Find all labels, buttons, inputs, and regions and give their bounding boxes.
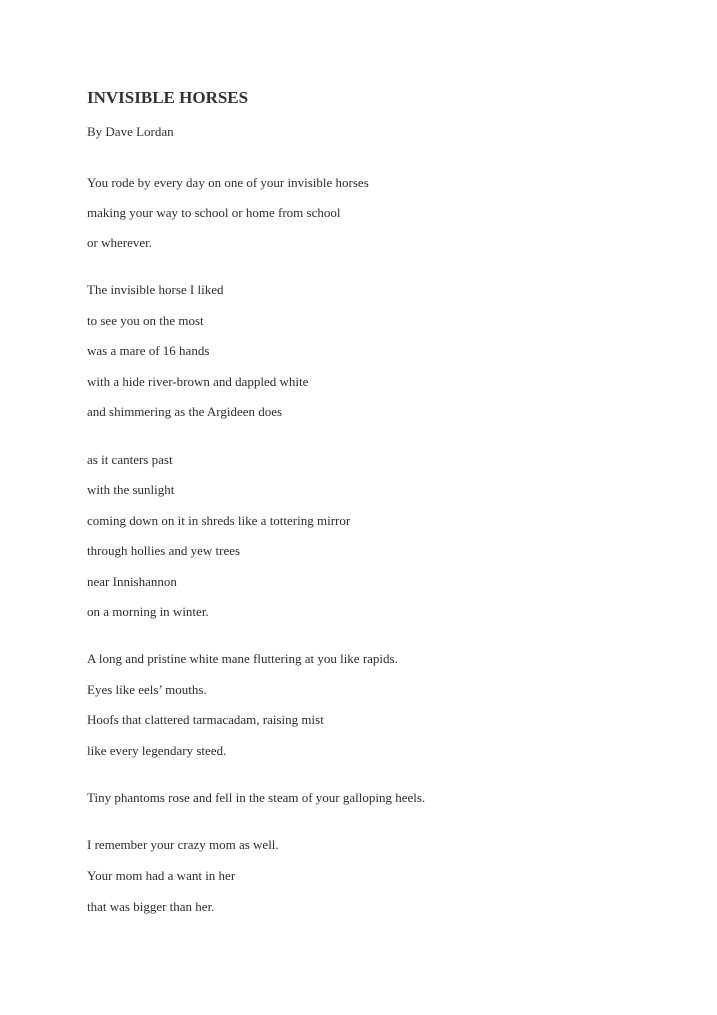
poem-line: I remember your crazy mom as well. bbox=[87, 837, 279, 852]
poem-title: INVISIBLE HORSES bbox=[87, 88, 249, 107]
poem-line: near Innishannon bbox=[87, 574, 177, 589]
poem-line: as it canters past bbox=[87, 452, 173, 467]
poem-line: like every legendary steed. bbox=[87, 743, 227, 758]
poem-line: or wherever. bbox=[87, 235, 152, 250]
poem-line: making your way to school or home from school bbox=[87, 205, 341, 220]
poem-line: and shimmering as the Argideen does bbox=[87, 404, 283, 419]
poem-line: Eyes like eels’ mouths. bbox=[87, 682, 207, 697]
poem-line: through hollies and yew trees bbox=[87, 543, 241, 558]
poem-line: to see you on the most bbox=[87, 313, 204, 328]
poem-line: that was bigger than her. bbox=[87, 899, 215, 914]
poem-line: The invisible horse I liked bbox=[87, 282, 224, 297]
poem-line: You rode by every day on one of your invisible horses bbox=[87, 175, 369, 190]
poem-line: Hoofs that clattered tarmacadam, raising mist bbox=[87, 712, 324, 727]
poem-author: By Dave Lordan bbox=[87, 124, 174, 139]
poem-line: Tiny phantoms rose and fell in the steam of your galloping heels. bbox=[87, 790, 426, 805]
poem-line: was a mare of 16 hands bbox=[87, 343, 210, 358]
poem-line: with the sunlight bbox=[87, 482, 175, 497]
poem-line: coming down on it in shreds like a tottering mirror bbox=[87, 513, 351, 528]
poem-line: A long and pristine white mane fluttering at you like rapids. bbox=[87, 651, 398, 666]
poem-line: with a hide river-brown and dappled white bbox=[87, 374, 309, 389]
poem-line: on a morning in winter. bbox=[87, 604, 209, 619]
poem-line: Your mom had a want in her bbox=[87, 868, 236, 883]
